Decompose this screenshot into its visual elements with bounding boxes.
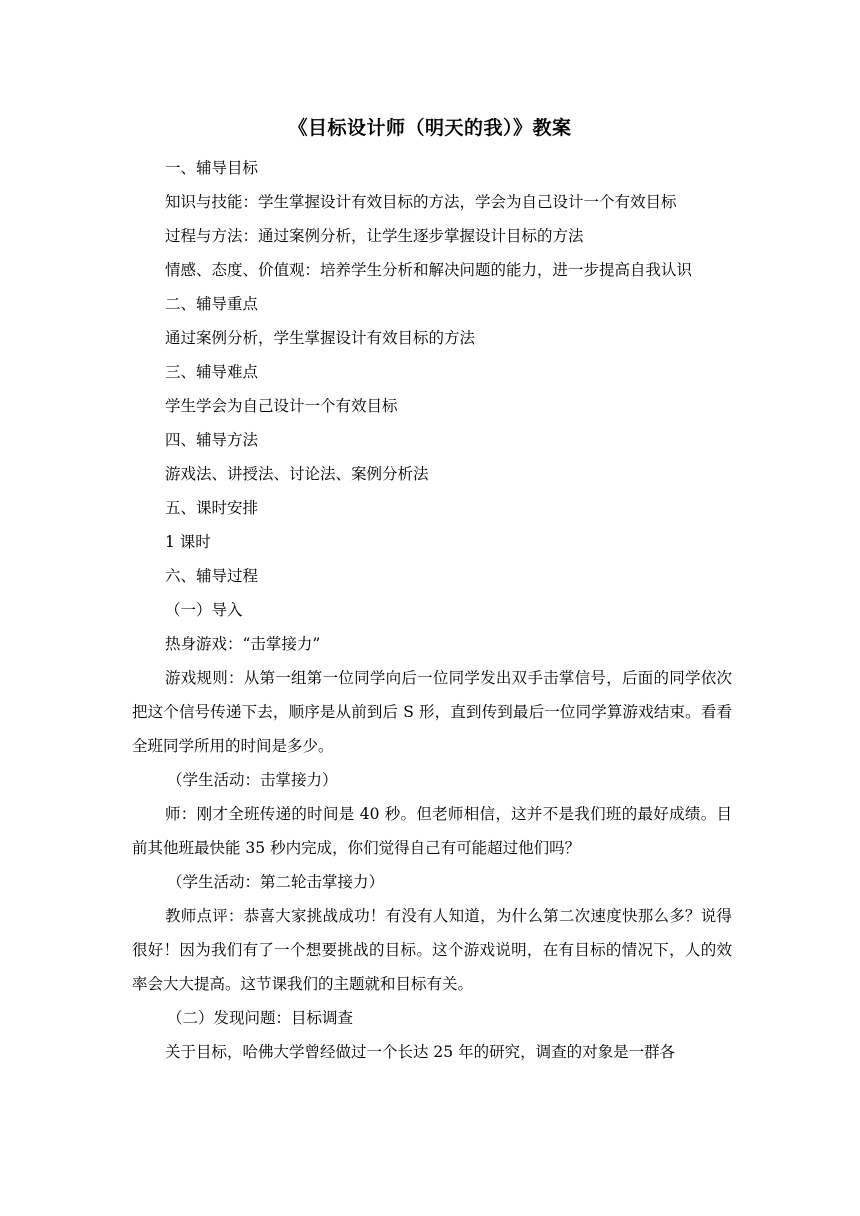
methods-text: 游戏法、讲授法、讨论法、案例分析法 [165,465,429,483]
teacher-comment: 教师点评：恭喜大家挑战成功！有没有人知道，为什么第二次速度快那么多？说得很好！因为我们有了一个想要挑战的目标。这个游戏说明，在有目标的情况下，人的效率会大大提高。这节课我们的主题就和目标有关。 [132,907,732,993]
document-title: 《目标设计师（明天的我）》教案 [288,117,572,139]
key-points-text: 通过案例分析，学生掌握设计有效目标的方法 [165,329,476,347]
warmup-game: 热身游戏：“击掌接力” [165,635,321,653]
student-activity-1: （学生活动：击掌接力） [167,771,338,789]
goal-knowledge-skills: 知识与技能：学生掌握设计有效目标的方法，学会为自己设计一个有效目标 [165,193,677,211]
subheading-introduction: （一）导入 [165,601,243,619]
heading-methods: 四、辅导方法 [165,431,259,449]
student-activity-2: （学生活动：第二轮击掌接力） [167,873,385,891]
heading-key-points: 二、辅导重点 [165,295,259,313]
heading-schedule: 五、课时安排 [165,499,259,517]
teacher-remark: 师：刚才全班传递的时间是 40 秒。但老师相信，这并不是我们班的最好成绩。目前其他班最快能 35 秒内完成，你们觉得自己有可能超过他们吗？ [132,805,732,857]
heading-process: 六、辅导过程 [165,567,259,585]
goal-emotion-attitude-values: 情感、态度、价值观：培养学生分析和解决问题的能力，进一步提高自我认识 [165,261,693,279]
heading-counseling-goals: 一、辅导目标 [165,159,259,177]
game-rules: 游戏规则：从第一组第一位同学向后一位同学发出双手击掌信号，后面的同学依次把这个信号传递下去，顺序是从前到后 S 形，直到传到最后一位同学算游戏结束。看看全班同学所用的时间是多少。 [132,669,732,755]
difficulties-text: 学生学会为自己设计一个有效目标 [165,397,398,415]
subheading-discover-problem: （二）发现问题：目标调查 [167,1009,354,1027]
goal-process-methods: 过程与方法：通过案例分析，让学生逐步掌握设计目标的方法 [165,227,584,245]
schedule-text: 1 课时 [165,533,211,551]
document-body [132,151,732,1069]
heading-difficulties: 三、辅导难点 [165,363,259,381]
harvard-study-text: 关于目标，哈佛大学曾经做过一个长达 25 年的研究，调查的对象是一群各 [165,1043,676,1061]
